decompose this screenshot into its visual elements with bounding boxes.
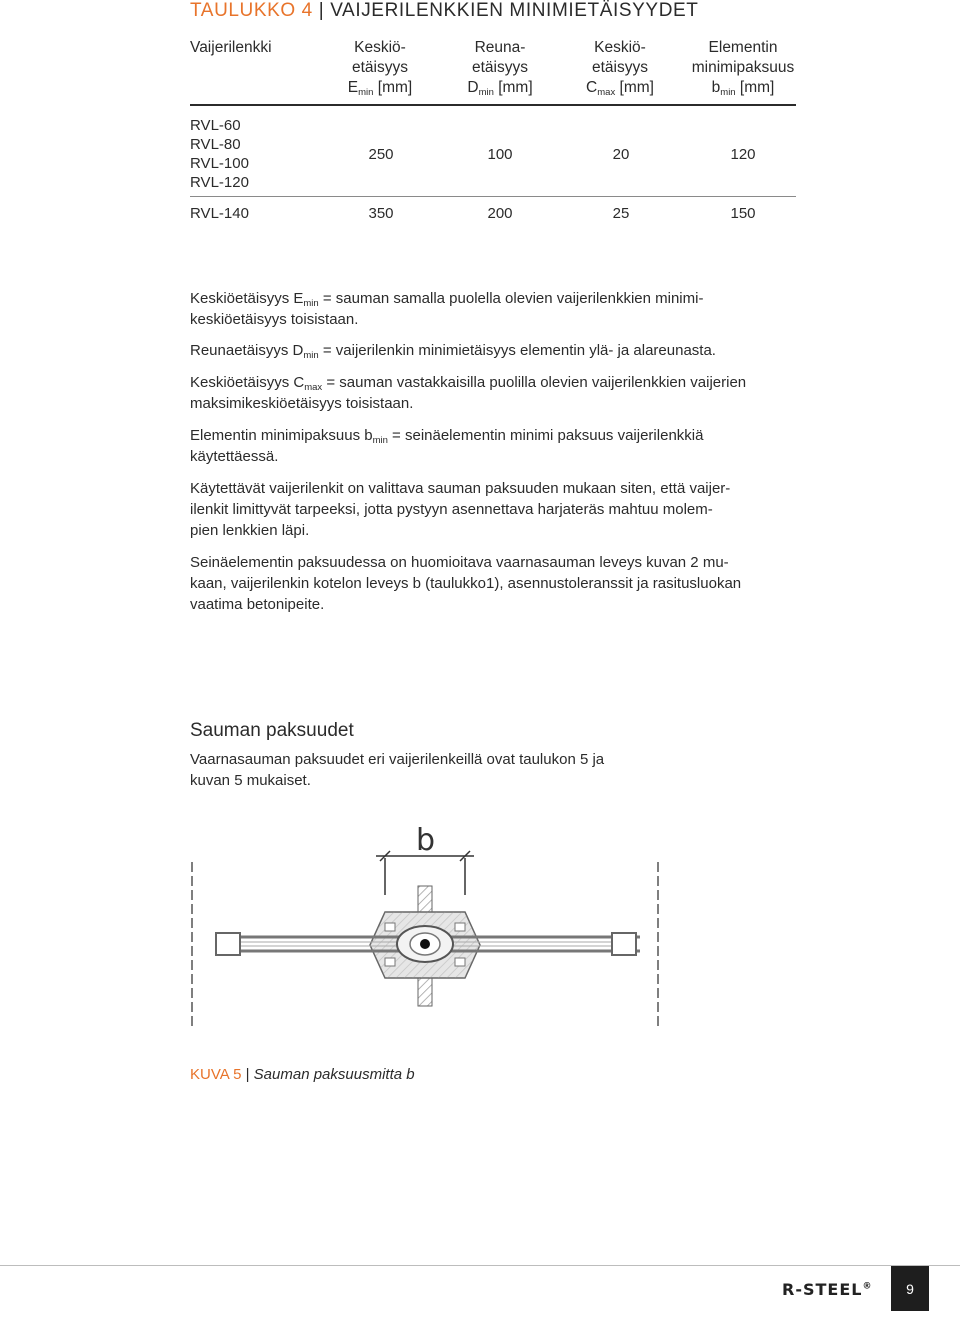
header-bmin-sub: min [720,87,736,98]
def-dmin-text: = vaijerilenkin minimietäisyys elementin ylä- ja alareunasta. [318,342,716,359]
header-emin-symbol: E [347,79,359,96]
header-cmax-line2: etäisyys [592,59,648,76]
header-emin-sub: min [358,87,374,98]
row-name: RVL-120 [190,174,249,191]
def-cmax-sub: max [304,382,323,393]
def-dmin-sub: min [303,350,319,361]
title-separator: | [318,0,325,21]
dimension-label: b [416,823,436,858]
caption-label: KUVA 5 [190,1066,242,1083]
header-dmin-line3 [450,78,550,98]
row-name: RVL-60 [190,117,241,134]
table-title [190,0,699,22]
paragraph-line: ilenkit limittyvät tarpeeksi, jotta pystyyn asennettava harjateräs mahtuu molem- [190,501,713,518]
def-cmax-term: Keskiöetäisyys C [190,374,305,391]
def-emin [190,288,820,330]
right-ferrule [612,933,636,955]
r-steel-logo [782,1280,872,1299]
housing-mark [385,958,395,966]
caption-text: Sauman paksuusmitta b [253,1066,415,1083]
header-dmin [450,38,550,98]
section-line: Vaarnasauman paksuudet eri vaijerilenkeillä ovat taulukon 5 ja [190,751,605,768]
row2-dmin: 200 [487,205,513,222]
header-cmax-sub: max [597,87,616,98]
registered-mark: ® [862,1281,873,1292]
page-number: 9 [906,1280,914,1297]
def-dmin [190,340,820,361]
table-header-rule [190,104,796,106]
page-number-box [891,1266,929,1311]
def-cmax [190,372,820,414]
header-emin-line2: etäisyys [352,59,408,76]
header-bmin-line2: minimipaksuus [691,59,795,76]
paragraph-line: vaatima betonipeite. [190,596,325,613]
header-cmax-unit: [mm] [619,79,654,96]
def-emin-term: Keskiöetäisyys E [190,290,304,307]
header-dmin-symbol: D [467,79,479,96]
header-bmin-symbol: b [711,79,721,96]
def-dmin-term: Reunaetäisyys D [190,342,304,359]
rebar-center [420,939,430,949]
row1-dmin: 100 [487,146,513,163]
header-cmax [570,38,670,98]
header-bmin [678,38,808,98]
table-label: TAULUKKO 4 [190,0,313,21]
caption-separator: | [245,1066,250,1083]
logo-text: R-STEEL [782,1280,863,1299]
header-bmin-line1: Elementin [708,39,778,56]
section-text [190,749,820,791]
row-name: RVL-80 [190,136,241,153]
section-line: kuvan 5 mukaiset. [190,772,311,789]
header-dmin-line1: Reuna- [474,39,526,56]
housing-mark [455,923,465,931]
paragraph-seinaelementti [190,552,820,615]
header-dmin-unit: [mm] [498,79,533,96]
row-name: RVL-100 [190,155,249,172]
header-cmax-line3 [570,78,670,98]
header-cmax-line1: Keskiö- [594,39,646,56]
paragraph-line: Käytettävät vaijerilenkit on valittava sauman paksuuden mukaan siten, että vaijer- [190,480,731,497]
row1-cmax: 20 [612,146,630,163]
housing-mark [385,923,395,931]
left-ferrule [216,933,240,955]
def-bmin [190,425,820,467]
row1-emin: 250 [368,146,394,163]
header-emin-line3 [330,78,430,98]
def-bmin-term: Elementin minimipaksuus b [190,427,373,444]
joint-thickness-figure [180,820,680,1050]
def-emin-text: = sauman samalla puolella olevien vaijerilenkkien minimi- [318,290,704,307]
row1-bmin: 120 [730,146,756,163]
def-bmin-text2: käytettäessä. [190,448,279,465]
table-row-divider [190,196,796,197]
header-bmin-line3 [678,78,808,98]
paragraph-line: kaan, vaijerilenkin kotelon leveys b (taulukko1), asennustoleranssit ja rasitusluokan [190,575,742,592]
def-emin-text2: keskiöetäisyys toisistaan. [190,311,359,328]
row2-bmin: 150 [730,205,756,222]
section-heading: Sauman paksuudet [190,720,354,741]
footer-rule [0,1265,960,1266]
def-bmin-text: = seinäelementin minimi paksuus vaijerilenkkiä [387,427,704,444]
paragraph-line: Seinäelementin paksuudessa on huomioitava vaarnasauman leveys kuvan 2 mu- [190,554,729,571]
row2-cmax: 25 [612,205,630,222]
header-cmax-symbol: C [586,79,598,96]
header-emin-line1: Keskiö- [354,39,406,56]
def-bmin-sub: min [372,435,388,446]
table-row-names [190,116,249,192]
figure-caption [190,1066,415,1083]
header-vaijerilenkki: Vaijerilenkki [190,39,272,56]
paragraph-vaijerilenkit [190,478,820,541]
header-dmin-sub: min [478,87,494,98]
def-emin-sub: min [303,298,319,309]
header-emin [330,38,430,98]
table-title-text: VAIJERILENKKIEN MINIMIETÄISYYDET [330,0,699,21]
def-cmax-text2: maksimikeskiöetäisyys toisistaan. [190,395,414,412]
header-bmin-unit: [mm] [739,79,775,96]
row2-emin: 350 [368,205,394,222]
header-dmin-line2: etäisyys [472,59,528,76]
paragraph-line: pien lenkkien läpi. [190,522,310,539]
row2-name: RVL-140 [190,205,249,222]
header-emin-unit: [mm] [377,79,413,96]
housing-mark [455,958,465,966]
def-cmax-text: = sauman vastakkaisilla puolilla olevien vaijerilenkkien vaijerien [322,374,747,391]
